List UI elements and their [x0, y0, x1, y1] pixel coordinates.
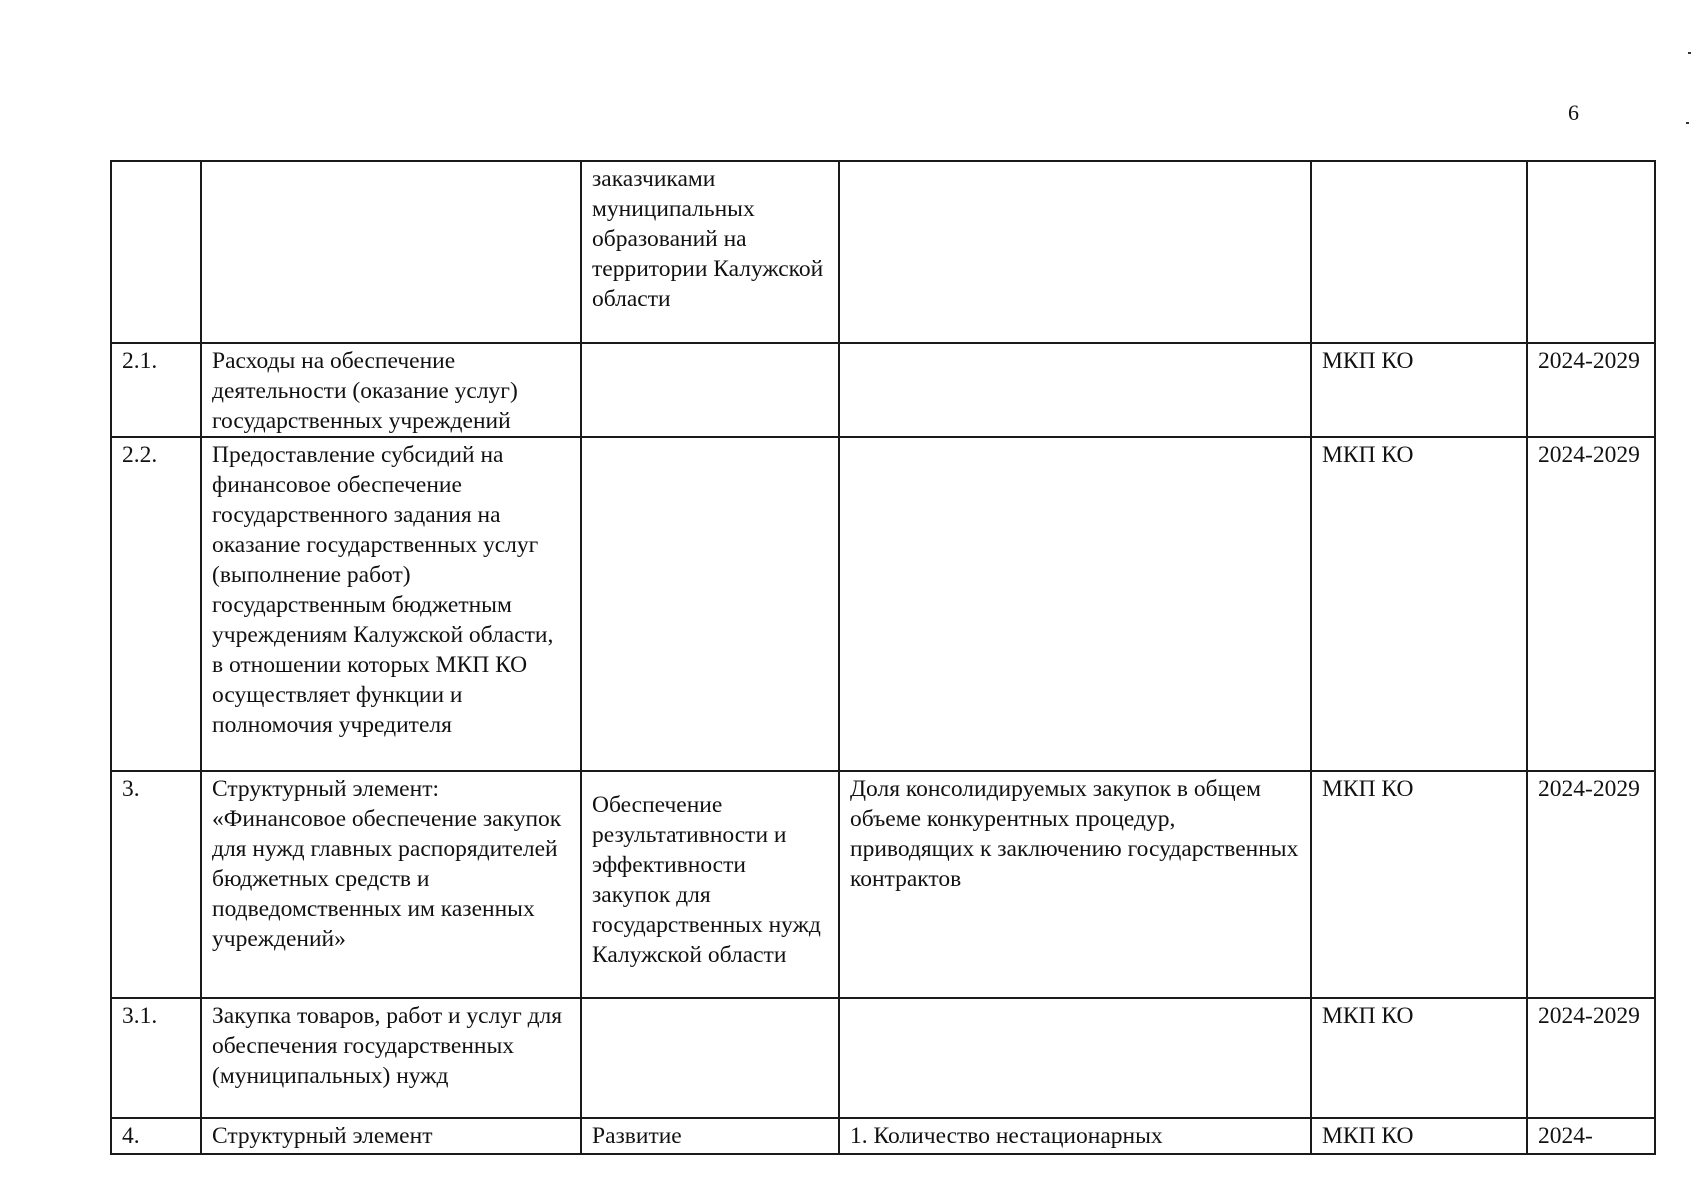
row-responsible-cell: МКП КО — [1311, 343, 1527, 437]
row-goal-cell: заказчиками муниципальных образований на территории Калужской области — [581, 161, 839, 343]
row-indicator-cell: Доля консолидируемых закупок в общем объеме конкурентных процедур, приводящих к заключению государственных контрактов — [839, 771, 1311, 998]
row-number-cell: 2.2. — [111, 437, 201, 771]
row-indicator-cell — [839, 437, 1311, 771]
row-goal-cell — [581, 343, 839, 437]
table-row — [111, 771, 1655, 998]
row-period-cell: 2024-2029 — [1527, 343, 1655, 437]
scan-mark — [1686, 122, 1689, 124]
row-responsible-cell: МКП КО — [1311, 771, 1527, 998]
row-goal-cell: Развитие — [581, 1118, 839, 1154]
row-indicator-cell — [839, 998, 1311, 1118]
row-goal-cell — [581, 437, 839, 771]
row-period-cell: 2024-2029 — [1527, 437, 1655, 771]
row-responsible-cell: МКП КО — [1311, 437, 1527, 771]
row-name-cell — [201, 161, 581, 343]
table-row — [111, 437, 1655, 771]
row-indicator-cell — [839, 343, 1311, 437]
row-period-cell — [1527, 161, 1655, 343]
table-row — [111, 343, 1655, 437]
row-name-cell: Структурный элемент — [201, 1118, 581, 1154]
program-structure-table — [110, 160, 1656, 1155]
row-period-cell: 2024-2029 — [1527, 771, 1655, 998]
row-goal-cell — [581, 998, 839, 1118]
row-indicator-cell: 1. Количество нестационарных — [839, 1118, 1311, 1154]
row-name-cell: Структурный элемент: «Финансовое обеспечение закупок для нужд главных распорядителей бюджетных средств и подведомственных им казенных учреждений» — [201, 771, 581, 998]
row-indicator-cell — [839, 161, 1311, 343]
row-goal-cell: Обеспечение результативности и эффективности закупок для государственных нужд Калужской области — [581, 771, 839, 998]
page-number: 6 — [1568, 100, 1579, 125]
row-name-cell: Закупка товаров, работ и услуг для обеспечения государственных (муниципальных) нужд — [201, 998, 581, 1118]
row-responsible-cell: МКП КО — [1311, 998, 1527, 1118]
table-row — [111, 998, 1655, 1118]
row-number-cell: 4. — [111, 1118, 201, 1154]
scan-mark — [1688, 52, 1691, 54]
row-number-cell: 2.1. — [111, 343, 201, 437]
row-responsible-cell: МКП КО — [1311, 1118, 1527, 1154]
table-row — [111, 1118, 1655, 1154]
table-row — [111, 161, 1655, 343]
row-name-cell: Расходы на обеспечение деятельности (оказание услуг) государственных учреждений — [201, 343, 581, 437]
row-name-cell: Предоставление субсидий на финансовое обеспечение государственного задания на оказание государственных услуг (выполнение работ) государственным бюджетным учреждениям Калужской области, в отношении которых МКП КО осуществляет функции и полномочия учредителя — [201, 437, 581, 771]
row-number-cell — [111, 161, 201, 343]
row-responsible-cell — [1311, 161, 1527, 343]
row-number-cell: 3. — [111, 771, 201, 998]
row-period-cell: 2024- — [1527, 1118, 1655, 1154]
row-number-cell: 3.1. — [111, 998, 201, 1118]
row-period-cell: 2024-2029 — [1527, 998, 1655, 1118]
